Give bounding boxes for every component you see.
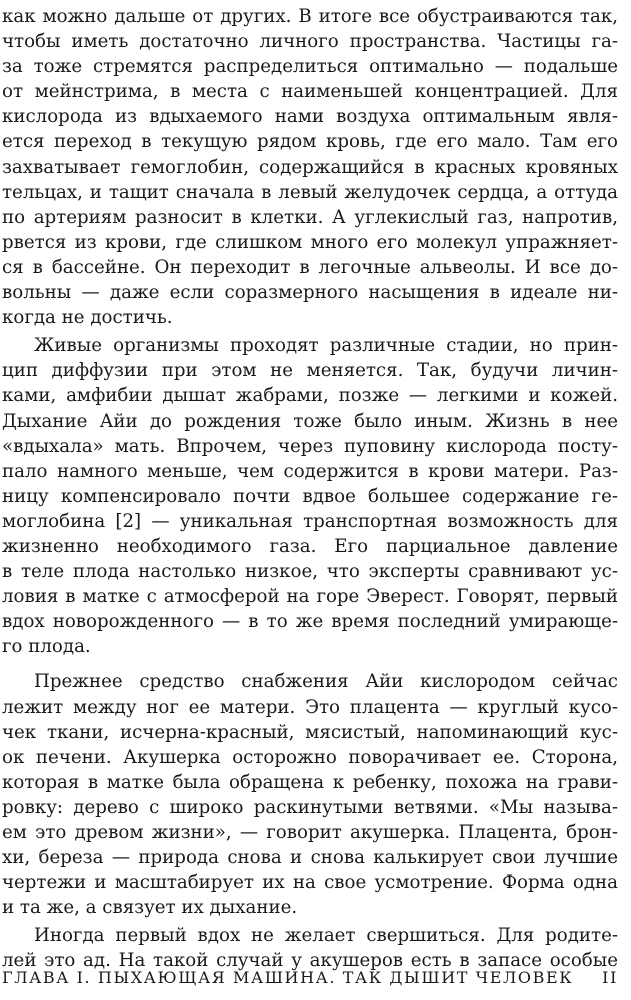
text-line: ем это древом жизни», — говорит акушерка. Плацента, брон- [2, 822, 618, 843]
text-line: моглобина [2] — уникальная транспортная возможность для [2, 510, 618, 532]
text-line: в теле плода настолько низкое, что эксперты сравнивают ус- [2, 561, 618, 583]
text-line: когда не достичь. [2, 307, 173, 329]
text-line: ок печени. Акушерка осторожно поворачивает ее. Сторона, [2, 746, 618, 768]
text-line: вдох новорожденного — в то же время последний умирающе- [2, 611, 618, 633]
text-line: тельцах, и тащит сначала в левый желудочек сердца, а оттуда [2, 181, 618, 203]
text-line: Прежнее средство снабжения Айи кислородом сейчас [34, 671, 618, 693]
text-line: чек ткани, исчерна-красный, мясистый, напоминающий кус- [2, 721, 618, 743]
text-line: за тоже стремятся распределиться оптимально — подальше [2, 56, 618, 78]
text-line: цип диффузии при этом не меняется. Так, будучи личин- [2, 360, 618, 382]
text-line: захватывает гемоглобин, содержащийся в красных кровяных [2, 156, 618, 178]
text-line: ется переход в текущую рядом кровь, где его мало. Там его [2, 131, 618, 153]
text-line: хи, береза — природа снова и снова калькирует свои лучшие [2, 847, 618, 869]
paragraph-2 [2, 333, 618, 659]
text-line: ками, амфибии дышат жабрами, позже — легкими и кожей. [2, 385, 618, 407]
paragraph-3 [2, 669, 618, 920]
text-line: как можно дальше от других. В итоге все обустраиваются так, [2, 6, 618, 27]
text-line: ровку: дерево с широко раскинутыми ветвями. «Мы называ- [2, 796, 618, 818]
text-line: вольны — даже если соразмерного насыщения в идеале ни- [2, 282, 618, 304]
text-line: «вдыхала» мать. Впрочем, через пуповину кислорода посту- [2, 435, 618, 457]
paragraph-1 [2, 4, 618, 330]
text-line: лежит между ног ее матери. Это плацента — круглый кусо- [2, 696, 618, 718]
text-line: пало намного меньше, чем содержится в крови матери. Раз- [2, 460, 618, 482]
text-line: го плода. [2, 636, 91, 658]
text-line: кислорода из вдыхаемого нами воздуха оптимальным явля- [2, 106, 618, 128]
text-line: Иногда первый вдох не желает свершиться. Для родите- [34, 925, 618, 947]
text-line: Живые организмы проходят различные стадии, но прин- [34, 335, 618, 357]
paragraph-4 [2, 923, 618, 973]
text-line: ловия в матке с атмосферой на горе Эверест. Говорят, первый [2, 586, 618, 608]
text-line: жизненно необходимого газа. Его парциальное давление [2, 535, 618, 557]
text-line: рвется из крови, где слишком много его молекул упражняет- [2, 231, 618, 253]
text-line: лей это ад. На такой случай у акушеров есть в запасе особые [2, 950, 618, 972]
page-footer [2, 968, 618, 994]
text-line: ницу компенсировало почти вдвое большее содержание ге- [2, 485, 618, 507]
running-head: ГЛАВА I. ПЫХАЮЩАЯ МАШИНА. ТАК ДЫШИТ ЧЕЛОВЕК [2, 968, 574, 987]
text-line: ся в бассейне. Он переходит в легочные альвеолы. И все до- [2, 256, 618, 278]
text-line: которая в матке была обращена к ребенку, похожа на грави- [2, 771, 618, 793]
body-text [2, 4, 618, 974]
text-line: по артериям разносит в клетки. А углекислый газ, напротив, [2, 206, 618, 228]
text-line: от мейнстрима, в места с наименьшей концентрацией. Для [2, 81, 618, 103]
page-number: II [602, 968, 618, 987]
text-line: Дыхание Айи до рождения тоже было иным. Жизнь в нее [2, 410, 618, 432]
text-line: и та же, а связует их дыхание. [2, 897, 298, 919]
text-line: чтобы иметь достаточно личного пространства. Частицы га- [2, 31, 618, 53]
text-line: чертежи и масштабирует их на свое усмотрение. Форма одна [2, 872, 618, 894]
